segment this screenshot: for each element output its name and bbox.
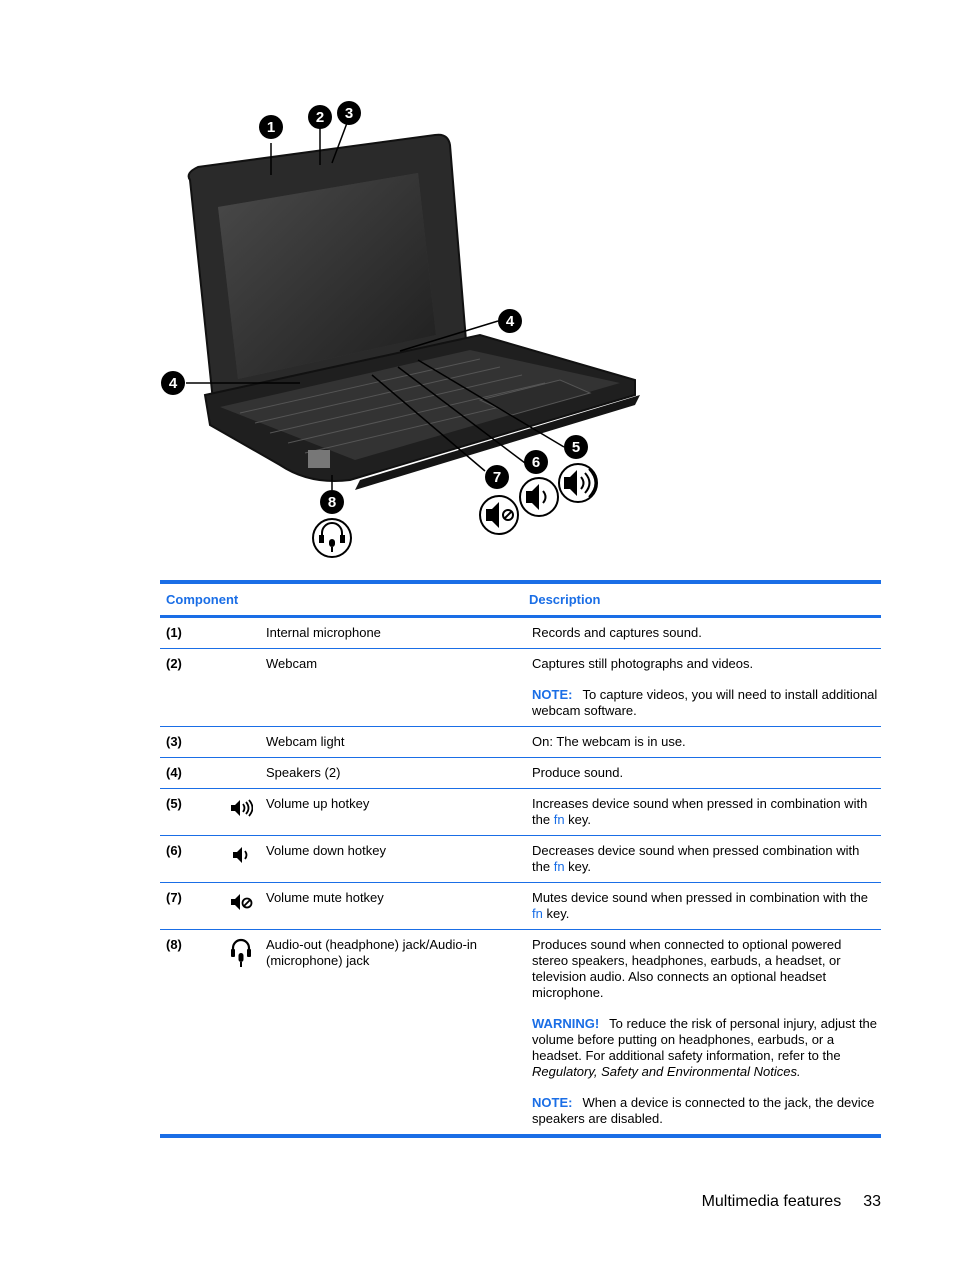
callout-2-label: 2 [315,109,325,126]
row-description [532,649,881,726]
row-component: Volume down hotkey [266,843,386,858]
warning [532,1016,881,1080]
description-text-post: key. [568,859,592,874]
table-row [160,930,881,1134]
header-description: Description [528,592,601,607]
table-row [160,618,881,649]
row-description [532,789,881,835]
note-text: To capture videos, you will need to install additional webcam software. [532,687,878,718]
row-number: (7) [166,890,182,905]
table-bottom-rule [160,1134,881,1138]
table-row [160,727,881,758]
callout-6-label: 6 [531,454,541,471]
volume-mute-icon [229,890,253,914]
row-component: Volume up hotkey [266,796,370,811]
page-number: 33 [863,1193,881,1210]
description-text: Produce sound. [532,765,624,780]
row-component: Audio-out (headphone) jack/Audio-in (microphone) jack [266,937,478,968]
row-icon-cell [216,836,266,882]
row-number: (4) [166,765,182,780]
description-text-pre: Increases device sound when pressed in combination with the [532,796,868,827]
fn-key-text: fn [553,859,565,874]
row-icon-cell [216,649,266,726]
description-text-pre: Mutes device sound when pressed in combination with the [532,890,869,905]
row-description [532,836,881,882]
row-number: (2) [166,656,182,671]
callout-4-right-label: 4 [505,313,515,330]
description-text: Produces sound when connected to optional powered stereo speakers, headphones, earbuds, a headset, or television audio. Also connects an optional headset microphone. [532,937,842,1000]
warning-label: WARNING! [532,1016,600,1031]
volume-up-icon [229,796,253,820]
description-text: On: The webcam is in use. [532,734,686,749]
row-description [532,758,881,788]
row-number: (5) [166,796,182,811]
description-text-post: key. [568,812,592,827]
row-component: Speakers (2) [266,765,341,780]
row-component: Internal microphone [266,625,381,640]
note-label: NOTE: [532,687,573,702]
row-icon-cell [216,618,266,648]
callout-7-label: 7 [492,469,502,486]
row-number: (3) [166,734,182,749]
description-text-post: key. [546,906,570,921]
callout-4-left-label: 4 [168,375,178,392]
note [532,1095,881,1127]
row-number: (8) [166,937,182,952]
callout-3-label: 3 [344,105,354,122]
footer-section-title: Multimedia features [701,1193,842,1210]
table-header [160,584,881,615]
row-number: (1) [166,625,182,640]
row-icon-cell [216,727,266,757]
description-text [532,890,881,922]
description-text [532,843,881,875]
callout-5-label: 5 [571,439,581,456]
description-text [532,796,881,828]
table-row [160,883,881,930]
table-row [160,789,881,836]
table-row [160,758,881,789]
row-description [532,618,881,648]
row-description [532,930,881,1134]
component-table [160,580,881,1138]
warning-text: To reduce the risk of personal injury, adjust the volume before putting on headphones, earbuds, or a headset. For additional safety information, refer to the [532,1016,878,1063]
description-text-pre: Decreases device sound when pressed combination with the [532,843,860,874]
row-description [532,883,881,929]
note-label: NOTE: [532,1095,573,1110]
note [532,687,881,719]
row-description [532,727,881,757]
volume-down-icon [229,843,253,867]
header-component: Component [166,592,239,607]
callout-1-label: 1 [266,119,276,136]
row-icon-cell [216,789,266,835]
fn-key-text: fn [553,812,565,827]
callout-8-label: 8 [327,494,337,511]
table-row [160,836,881,883]
netbook-figure [150,95,650,565]
row-icon-cell [216,930,266,1134]
page-footer [702,1193,881,1211]
headphone-mic-icon [229,937,253,969]
row-number: (6) [166,843,182,858]
description-text: Captures still photographs and videos. [532,656,754,671]
description-text: Records and captures sound. [532,625,702,640]
fn-key-text: fn [532,906,543,921]
table-row [160,649,881,727]
warning-document-title: Regulatory, Safety and Environmental Notices. [532,1064,801,1079]
row-component: Volume mute hotkey [266,890,384,905]
note-text: When a device is connected to the jack, the device speakers are disabled. [532,1095,875,1126]
row-icon-cell [216,758,266,788]
row-component: Webcam [266,656,318,671]
netbook-illustration [150,95,650,565]
row-icon-cell [216,883,266,929]
row-component: Webcam light [266,734,345,749]
